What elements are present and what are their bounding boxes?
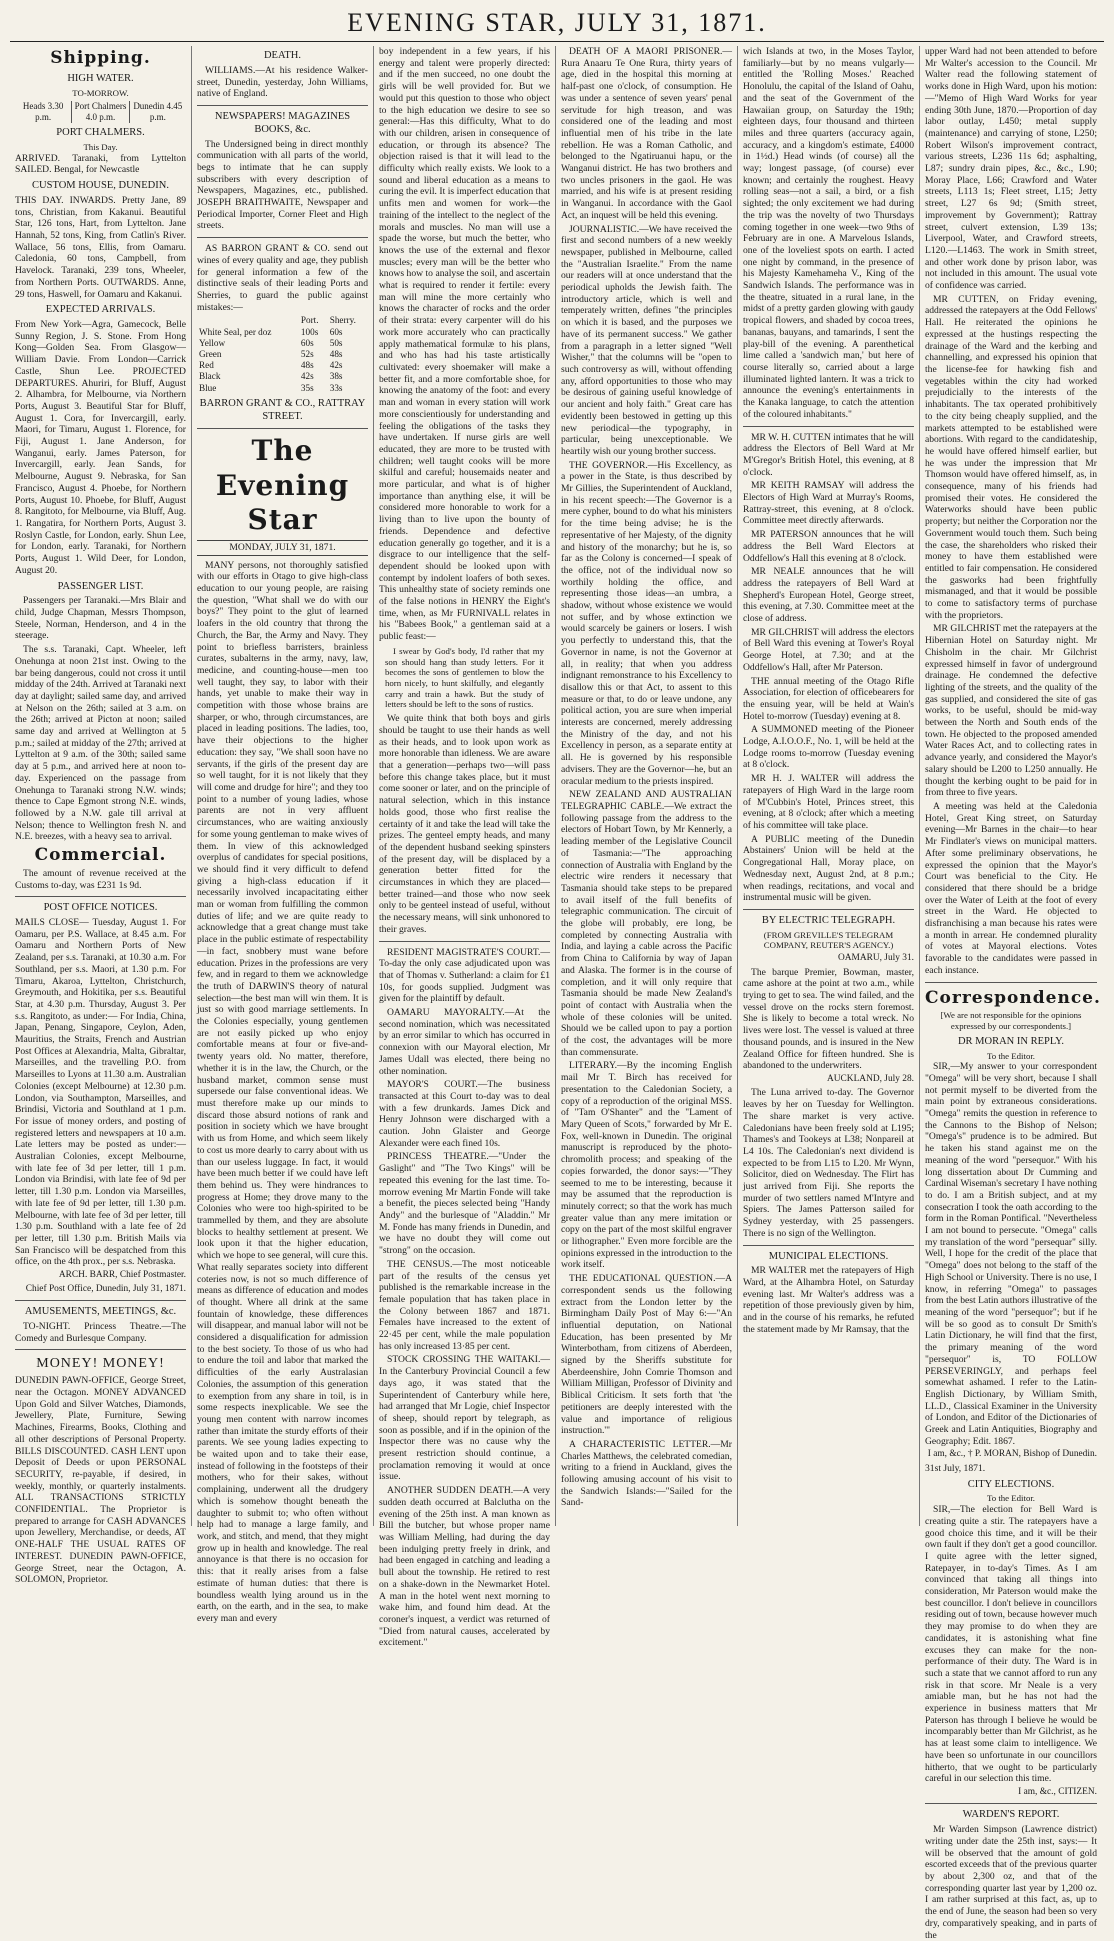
table-cell: 100s bbox=[300, 326, 319, 337]
post-office-date: Chief Post Office, Dunedin, July 31, 1871. bbox=[25, 1283, 186, 1294]
divider bbox=[925, 1803, 1097, 1804]
divider bbox=[743, 909, 914, 910]
high-water-heading: HIGH WATER. bbox=[67, 72, 134, 84]
section-title-commercial: Commercial. bbox=[34, 845, 167, 866]
post-office-heading: POST OFFICE NOTICES. bbox=[43, 902, 158, 914]
municipal-elections-heading: MUNICIPAL ELECTIONS. bbox=[768, 1250, 889, 1262]
date-line: MONDAY, JULY 31, 1871. bbox=[197, 540, 368, 556]
table-cell: Blue bbox=[199, 382, 217, 393]
table-cell: Black bbox=[199, 371, 221, 382]
divider bbox=[15, 1349, 186, 1350]
notice-pioneer-lodge: A SUMMONED meeting of the Pioneer Lodge, A.I.O.O.F., No. 1, will be held at the Lodge rooms to-morrow (Tuesday evening at 8 o'clock. bbox=[743, 724, 914, 771]
municipal-elections-text: MR WALTER met the ratepayers of High Ward, at the Alhambra Hotel, on Saturday evening last. Mr Walter's address was a repetition of those previously given by him, and in the course of his remarks, he refuted the statement made by Mr Ramsay, that the bbox=[743, 1265, 914, 1335]
table-cell: 35s bbox=[300, 382, 314, 393]
divider bbox=[197, 105, 368, 106]
table-cell: Green bbox=[199, 349, 222, 359]
money-ad-title: MONEY! MONEY! bbox=[36, 1356, 165, 1372]
section-title-shipping: Shipping. bbox=[50, 48, 151, 68]
column-1 bbox=[10, 46, 192, 1586]
news-item-governor: THE GOVERNOR.—His Excellency, as a power in the State, is thus described by Mr Gillies, the Superintendent of Auckland, in his recent speech:—The Governor is a mere cypher, bound to do what his ministers for the time being advise; he is the representative of her Majesty, of the dignity and history of the monarchy; but he is, so far as the Colony is concerned—I speak of the office, not of the individual now so worthily holding the office, and representing those ideas—an umbra, a shadow, without whose existence we would not suffer, and by whose extinction we would scarcely be gainers or losers. I wish you perfectly to understand this, that the Governor in name, is not the Governor at all, in reality; that when you address indignant remonstrance to his Excellency to disallow this or that Act, to assent to this measure or that, to do or leave undone, any political action, you are sure when imperial interests are concerned, merely addressing the Ministry of the day, and not his Excellency in person, as a separate entity at all. He is governed by his responsible advisers. They are the Governor—he, but an oracular medium to the priests inspired. bbox=[561, 459, 732, 787]
table-row bbox=[197, 371, 368, 382]
municipal-gilchrist: MR GILCHRIST met the ratepayers at the Hibernian Hotel on Saturday night. Mr Chisholm in the chair. Mr Gilchrist expressed himself in favor of underground drainage. He condemned the defective lighting of the streets, and the quality of the gas supplied, and considered the site of gas works, to be useful, should be mid-way between the North and South ends of the town. He objected to the proposed amended Water Races Act, and to collecting rates in advance yearly, and considered the Mayor's salary should be L200 to L250 annually. He thought the kerbing ought to be paid for in from three to five years. bbox=[925, 623, 1097, 799]
table-cell: 38s bbox=[329, 371, 343, 382]
tide-port-chalmers: Port Chalmers 4.0 p.m. bbox=[72, 101, 129, 123]
column-2 bbox=[192, 46, 374, 1624]
divider bbox=[15, 896, 186, 897]
table-cell: 48s bbox=[329, 349, 343, 359]
table-cell: Yellow bbox=[199, 337, 226, 348]
divider bbox=[197, 428, 368, 429]
death-notice: WILLIAMS.—At his residence Walker-street, Dunedin, yesterday, John Williams, native of England. bbox=[197, 64, 368, 100]
table-cell: 42s bbox=[300, 371, 314, 382]
telegraph-heading: BY ELECTRIC TELEGRAPH. bbox=[761, 914, 896, 926]
passenger-list-heading: PASSENGER LIST. bbox=[57, 580, 144, 592]
news-item-sudden-death: ANOTHER SUDDEN DEATH.—A very sudden death occurred at Balclutha on the evening of the 25th inst. A man known as Bill the butcher, but whose proper name was William Melling, had during the day been indulging pretty freely in drink, and had been engaged in catching and leading a bull about the township. He retired to rest on a shake-down in the Newmarket Hotel. A man in the hotel went next morning to wake him, and found him dead. At the coroner's inquest, a verdict was returned of "Died from natural causes, accelerated by excitement." bbox=[379, 1485, 550, 1649]
newspapers-ad-heading: NEWSPAPERS! MAGAZINES BOOKS, &c. bbox=[214, 110, 351, 135]
news-item-educational: THE EDUCATIONAL QUESTION.—A correspondent sends us the following extract from the London letter by the Birmingham Daily Post of May 6:—"An influential deputation, on National Education, has been presented by Mr Winterbotham, from citizens of Aberdeen, signed by the Sheriffs substitute for Aberdeenshire, John Comrie Thomson and William Milligan, Professor of Divinity and Biblical Criticism. It sets forth that 'the petitioners are deeply interested with the value and importance of religious instruction.'" bbox=[561, 1273, 732, 1437]
barron-grant-ad-text: AS BARRON GRANT & CO. send out wines of every quality and age, they publish for general information a few of the distinctive seals of their leading Ports and Sherries, to guard the public against mistakes:— bbox=[197, 243, 368, 313]
moran-letter-signature: I am, &c., † P. MORAN, Bishop of Dunedin. bbox=[927, 1449, 1097, 1460]
divider bbox=[197, 237, 368, 238]
table-cell: 48s bbox=[300, 360, 314, 371]
news-item-census: THE CENSUS.—The most noticeable part of the results of the census yet published is the remarkable increase in the female population that has taken place in the Colony between 1867 and 1871. Females have increased to the extent of 22·45 per cent, while the male population has only increased 13·85 per cent. bbox=[379, 1258, 550, 1352]
passenger-list-text: Passengers per Taranaki.—Mrs Blair and child, Judge Chapman, Messrs Thompson, Steele, Norman, Henderson, and 4 in the steerage. bbox=[15, 595, 186, 642]
table-row bbox=[197, 349, 368, 360]
post-office-signature: ARCH. BARR, Chief Postmaster. bbox=[58, 1270, 186, 1281]
table-cell: 50s bbox=[329, 337, 343, 348]
table-row bbox=[197, 383, 368, 394]
news-item-journalistic: JOURNALISTIC.—We have received the first and second numbers of a new weekly newspaper, published in Melbourne, called the "Australian Israelite." From the name our readers will at once understand that the periodical upholds the Jewish faith. The introductory article, which is well and temperately written, defines "the principles on which it is based, and the purposes we have of its permanent success." We gather from a paragraph in a letter signed "Well Wisher," that the columns will be "open to such controversy as will, without offending any, afford opportunities to those who may be desirous of gaining useful knowledge of our ancient and holy faith." Great care has evidently been bestowed in getting up this new periodical—the typography, in particular, being unexceptionable. We heartily wish our young brother success. bbox=[561, 223, 732, 457]
divider bbox=[925, 982, 1097, 983]
death-heading: DEATH. bbox=[263, 50, 302, 61]
to-morrow-label: TO-MORROW. bbox=[72, 87, 129, 98]
commercial-text: The amount of revenue received at the Customs to-day, was £231 1s 9d. bbox=[15, 867, 186, 891]
notice-walter: MR H. J. WALTER will address the ratepayers of High Ward in the large room of M'Cubbin's Hotel, Princes street, this evening, at 8 o'clock; after which a meeting of his committee will take place. bbox=[743, 773, 914, 831]
column-6 bbox=[920, 46, 1102, 1941]
wine-price-table bbox=[197, 315, 368, 394]
news-item-resident-magistrate: RESIDENT MAGISTRATE'S COURT.—To-day the only case adjudicated upon was that of Thomas v. Sutherland: a claim for £1 10s, for goods supplied. Judgment was given for the plaintiff by default. bbox=[379, 946, 550, 1005]
table-cell: White Seal, per doz bbox=[199, 326, 272, 337]
wardens-report-heading: WARDEN'S REPORT. bbox=[962, 1809, 1060, 1821]
city-elections-addressee: To the Editor. bbox=[986, 1493, 1035, 1504]
table-cell: 33s bbox=[329, 382, 343, 393]
amusements-text: TO-NIGHT. Princess Theatre.—The Comedy and Burlesque Company. bbox=[15, 1320, 186, 1344]
table-header-cell: Sherry. bbox=[329, 315, 356, 326]
tide-heads: Heads 3.30 p.m. bbox=[15, 101, 72, 123]
leader-quote: I swear by God's body, I'd rather that my son should hang than study letters. For it becomes the sons of gentlemen to blow the horn nicely, to hunt skilfully, and elegantly carry and train a hawk. But the study of letters should be left to the sons of rustics. bbox=[385, 645, 544, 710]
taranaki-report: The s.s. Taranaki, Capt. Wheeler, left Onehunga at noon 21st inst. Owing to the bar being dangerous, could not cross it until midday of the 24th. Arrived at Taranaki next day at daylight; sailed same day, and arrived at Nelson on the 26th; sailed at 3 a.m. on the 26th; arrived at Picton at noon; sailed same day and arrived at Wellington at 5 p.m.; sailed at midday of the 27th; arrived at Lyttelton at 9 a.m. of the 30th; sailed same day at 5 p.m., and arrived here at noon to-day. Experienced on the passage from Onehunga to Taranaki strong N.W. winds; thence to Cape Egmont strong N.E. winds, followed by a N.W. gale till arrival at Nelson; thence to Wellington fresh N. and N.E. breezes, with a heavy sea to arrival. bbox=[15, 644, 186, 843]
table-cell: 42s bbox=[329, 360, 343, 371]
arrived-sailed-text: ARRIVED. Taranaki, from Lyttelton SAILED. Bengal, for Newcastle bbox=[15, 152, 186, 176]
column-4 bbox=[556, 46, 738, 1526]
tide-dunedin: Dunedin 4.45 p.m. bbox=[133, 101, 183, 123]
column-3 bbox=[374, 46, 556, 1649]
table-row bbox=[197, 360, 368, 371]
table-cell: 60s bbox=[329, 326, 343, 337]
divider bbox=[15, 1300, 186, 1301]
notice-rifle-association: THE annual meeting of the Otago Rifle Association, for election of officebearers for the ensuing year, will be held at Wain's Hotel to-morrow (Tuesday) evening at 8. bbox=[743, 675, 914, 722]
barron-grant-signature: BARRON GRANT & CO., RATTRAY STREET. bbox=[199, 397, 366, 422]
column-5 bbox=[738, 46, 920, 1526]
table-cell: 52s bbox=[300, 349, 314, 359]
notice-gilchrist: MR GILCHRIST will address the electors of Bell Ward this evening at Tower's Royal George Hotel, at 7.30; and at the Oddfellow's Hall, after Mr Paterson. bbox=[743, 626, 914, 673]
telegraph-oamaru-date: OAMARU, July 31. bbox=[837, 953, 914, 964]
news-item-mayors-court: MAYOR'S COURT.—The business transacted at this Court to-day was to deal with a few drunkards. James Dick and Henry Johnson were discharged with a caution. John Glaister and George Alexander were each fined 10s. bbox=[379, 1079, 550, 1149]
moran-letter-heading: DR MORAN IN REPLY. bbox=[957, 1035, 1065, 1047]
table-header-cell: Port. bbox=[300, 315, 319, 326]
notice-paterson: MR PATERSON announces that he will address the Bell Ward Electors at Oddfellow's Hall this evening at 8 o'clock. bbox=[743, 529, 914, 564]
moran-letter-text: SIR,—My answer to your correspondent "Omega" will be very short, because I shall not permit myself to be diverted from the main point by extraneous considerations. "Omega" remits the question in reference to the Cannons to the Bishop of Nelson; "Omega's" prudence is to be admired. But he taken his stand against me on the meaning of the word "persequor." With his long dissertation about Dr Cumming and Cardinal Wiseman's secretary I have nothing to do. I am a British subject, and at my consecration I took the oath according to the form in the Roman Pontifical. "Nevertheless I am not bound to persecute. "Omega" calls my translation of the word "persequar" silly. Well, I hope for the credit of the place that "Omega" does not belong to the staff of the High School or University. There is no use, I know, in referring "Omega" to passages from the best Latin authors illustrative of the meaning of the word "persequor"; but if he will be so good as to consult Dr Smith's Latin Dictionary, he will find that the first, the primary meaning of the word "persequor" is, TO FOLLOW PERSEVERINGLY, and perhaps feel somewhat ashamed. I refer to the Latin-English Dictionary, by William Smith, LL.D., Classical Examiner in the University of London, and Editor of the Dictionaries of Greek and Latin Antiquities, Biography and Geography; Edit. 1867. bbox=[925, 1061, 1097, 1447]
notice-neale: MR NEALE announces that he will address the ratepayers of Bell Ward at Shepherd's European Hotel, George street, this evening, at 7.30. Committee meet at the close of address. bbox=[743, 566, 914, 625]
news-item-princess-theatre: PRINCESS THEATRE.—"Under the Gaslight" and "The Two Kings" will be repeated this evening for the last time. To-morrow evening Mr Martin Fonde will take a benefit, the pieces selected being "Handy Andy" and the burlesque of "Aladdin." Mr M. Fonde has many friends in Dunedin, and we have no doubt they will come out "strong" on the occasion. bbox=[379, 1151, 550, 1257]
port-chalmers-heading: PORT CHALMERS. bbox=[56, 127, 145, 139]
news-item-stock-crossing: STOCK CROSSING THE WAITAKI.—In the Canterbury Provincial Council a few days ago, it was stated that the Superintendent of Canterbury while here, had arranged that Mr Logie, chief Inspector of sheep, should report by telegraph, as soon as possible, and if in the opinion of the Inspector there was no cause why the present restriction should continue, a proclamation removing it would at once issue. bbox=[379, 1354, 550, 1483]
municipal-elections-continued: upper Ward had not been attended to before Mr Walter's accession to the Council. Mr Walter read the following statement of works done in High Ward, upon his motion:—"Memo of High Ward Works for year ending 30th June, 1870.—Proportion of day labor outlay, L450; metal supply (maintenance) and carrying of stone, L250; Robert Wilson's improvement contract, various streets, L236 11s 6d; asphalting, L87; sundry drain pipes, &c., &c., L90; Moray Place, L66; Crawford and Water streets, L113 1s; Fleet street, L15; Jetty street, L27 6s 9d; (Smith street, improvement by Government); Rattray street, culvert extension, L39 13s; Liverpool, Water, and Crawford streets, L120.—L1463. The work in Smith street, and other work done by prison labor, was not included in this amount. The usual vote of confidence was carried. bbox=[925, 46, 1097, 292]
notice-cutten: MR W. H. CUTTEN intimates that he will address the Electors of Bell Ward at Mr M'Gregor's British Hotel, this evening, at 8 o'clock. bbox=[743, 431, 914, 478]
this-day-label: This Day. bbox=[83, 141, 118, 152]
notice-ramsay: MR KEITH RAMSAY will address the Electors of High Ward at Murray's Rooms, Rattray-street, this evening, at 8 o'clock. Committee meet directly afterwards. bbox=[743, 480, 914, 527]
moran-letter-addressee: To the Editor. bbox=[986, 1050, 1035, 1061]
municipal-caledonia-meeting: A meeting was held at the Caledonia Hotel, Great King street, on Saturday evening—Mr Barnes in the chair—to hear Mr Findlater's views on municipal matters. After some preliminary observations, he expressed the opinion that the Mayor's Court was beneficial to the City. He considered that there should be a bridge over the Water of Leith at the foot of every street in the Ward. He objected to disfranchising a man because his rates were a month in arrear. He condemned plurality of votes at Mayoral elections. Votes favorable to the candidates were passed in each instance. bbox=[925, 801, 1097, 976]
table-header-row bbox=[197, 315, 368, 326]
newspapers-ad-text: The Undersigned being in direct monthly communication with all parts of the world, begs to intimate that he can supply subscribers with every description of Newspapers, Magazines, etc., published. JOSEPH BRAITHWAITE, Newspaper and Periodical Importer, Corner Fleet and High streets. bbox=[197, 138, 368, 232]
notice-abstainers-union: A PUBLIC meeting of the Dunedin Abstainers' Union will be held at the Congregational Hall, Moray place, on Wednesday next, August 2nd, at 8 p.m.; when readings, recitations, and vocal and instrumental music will be given. bbox=[743, 833, 914, 904]
divider bbox=[743, 1245, 914, 1246]
section-title-correspondence: Correspondence. bbox=[925, 987, 1101, 1008]
city-elections-signature: I am, &c., CITIZEN. bbox=[1018, 1787, 1097, 1797]
telegraph-oamaru: The barque Premier, Bowman, master, came ashore at the point at two a.m., while trying to get to sea. The wind failed, and the vessel drove on the rocks stern foremost. She is likely to become a total wreck. No lives were lost. The vessel is valued at three thousand pounds, and is insured in the New Zealand Office for fifteen hundred. She is abandoned to the underwriters. bbox=[743, 966, 914, 1072]
masthead: EVENING STAR, JULY 31, 1871. bbox=[10, 8, 1104, 42]
table-header-cell bbox=[197, 315, 299, 326]
correspondence-disclaimer: [We are not responsible for the opinions expressed by our correspondents.] bbox=[940, 1010, 1082, 1031]
custom-house-heading: CUSTOM HOUSE, DUNEDIN. bbox=[32, 180, 169, 192]
custom-house-text: THIS DAY. INWARDS. Pretty Jane, 89 tons, Christian, from Kakanui. Beautiful Star, 126 tons, Hart, from Lyttelton. Jane Hannah, 52 tons, King, from Catlin's River. Wallace, 56 tons, Ellis, from Oamaru. Caledonia, 60 tons, Campbell, from Havelock. Taranaki, 239 tons, Wheeler, from Northern Ports. OUTWARDS. Anne, 29 tons, Haswell, for Oamaru and Kakanui. bbox=[15, 194, 186, 300]
columns bbox=[10, 46, 1104, 1941]
divider bbox=[743, 426, 914, 427]
news-item-oamaru-mayoralty: OAMARU MAYORALTY.—At the second nomination, which was necessitated by an error similar to which has occurred in connexion with our Mayoral election, Mr James Udall was elected, there being no other nomination. bbox=[379, 1007, 550, 1077]
wardens-report-text: Mr Warden Simpson (Lawrence district) writing under date the 25th inst, says:— It will be observed that the amount of gold escorted exceeds that of the previous quarter by about 2,300 oz, and that of the corresponding quarter last year by 1,200 oz. I am rather surprised at this fact, as, up to the end of June, the season had been so very dry, comparatively speaking, and in parts of the bbox=[925, 1824, 1097, 1941]
leader-article-conclusion: We quite think that both boys and girls should be taught to use their hands as well as their heads, and to look upon work as more honorable than idleness. We are aware that a generation—perhaps two—will pass before this change takes place, but it must come sooner or later, and on the principle of natural selection, which in this instance holds good, those who first realise the certainty of it and take the lead will take the prizes. The genteel empty heads, and many of the dependent husband seeking spinsters of the present day, will be displaced by a generation better fitted for the circumstances in which they are placed—better trained—and those who now seek only to be genteel instead of useful, without the necessary means, will sink unhonored to their graves. bbox=[379, 713, 550, 935]
table-cell: 60s bbox=[300, 337, 314, 348]
sandwich-islands-continued: wich Islands at two, in the Moses Taylor, familiarly—but by no means vulgarly—entitled the 'Rolling Moses.' Reached Honolulu, the capital of the Island of Oahu, and the seat of the Government of the Hawaiian group, on Saturday the 19th; eighteen days, four thousand and thirteen miles and three quarters (accuracy again, accuracy, and a kingdom's estimate, £4000 in 1½d.) Head winds (of course) all the way; longest passage, (of course) ever known; and certainly the roughest. Heavy rolling seas—not a sail, a bird, or a fish sighted; the only excitement we had during the trip was the novelty of two Thursdays coming together in one week—two 9ths of February are in one. A Marvelous Islands, one of the loveliest spots on earth. I acted one night by command, in the presence of his Majesty Kamehameha V., King of the Sandwich Islands. The performance was in the theatre, situated in a rural lane, in the midst of a pretty garden glowing with gaudy tropical flowers, and shaded by cocoa trees, bananas, bauyans, and tamarinds, I sent the play-bill of the evening. A parenthetical lime called a 'sandwich man,' but here of course literally so, carried about a large illuminated lighted lantern. It was a trick to announce the evening's entertainments in the Kanaka language, to catch the attention of the coloured inhabitants." bbox=[743, 46, 914, 420]
tide-table bbox=[15, 101, 186, 123]
municipal-cutten: MR CUTTEN, on Friday evening, addressed the ratepayers at the Odd Fellows' Hall. He reiterated the opinions he expressed at the hustings respecting the drainage of the Ward and the kerbing and channelling, and expressed his opinion that the license-fee for hawking fish and vegetables within the city had worked prejudicially to the interests of the inhabitants. The tax operated prohibitively to the city being cheaply supplied, and the markets attempted to be established were abortions. With regard to the candidateship, he would have offered himself earlier, but he was under the impression that Mr Thomson would have offered himself, as, in consequence, many of his friends had promised their votes. He considered the Waterworks should have been public property; but neither the Corporation nor the Government would touch them. Such being the case, the shareholders who risked their money to have them established were entitled to fair compensation. He considered the gasworks had been frightfully mismanaged, and that it would be possible to come to satisfactory terms of purchase with the proprietors. bbox=[925, 293, 1097, 621]
expected-arrivals-heading: EXPECTED ARRIVALS. bbox=[45, 304, 156, 316]
paper-title: The Evening Star bbox=[215, 434, 350, 536]
expected-arrivals-text: From New York—Agra, Gamecock, Belle Sunny Region, J. S. Stone. From Hong Kong—Golden Sea. From Glasgow—William Davie. From London—Carrick Castle, Shun Lee. PROJECTED DEPARTURES. Ahuriri, for Bluff, August 2. Alhambra, for Melbourne, via Northern Ports, August 3. Beautiful Star for Bluff, August 1. Cora, for Invercargill, early. Maori, for Timaru, August 1. Florence, for Fiji, August 1. Jane Anderson, for Wanganui, early. James Paterson, for Invercargill, early. Jean Sands, for Melbourne, August 9. Nebraska, for San Francisco, August 4. Phoebe, for Northern Ports, August 10. Phoebe, for Bluff, August 8. Rangitoto, for Melbourne, via Bluff, Aug. 1. Rangatira, for Northern Ports, August 3. Roslyn Castle, for London, early. Shun Lee, for London, early. Taranaki, for Northern Ports, August 1. Wild Deer, for London, August 20. bbox=[15, 319, 186, 576]
money-ad-text: DUNEDIN PAWN-OFFICE, George Street, near the Octagon. MONEY ADVANCED Upon Gold and Silver Watches, Diamonds, Jewellery, Plate, Furniture, Sewing Machines, Firearms, Books, Clothing and all other descriptions of Personal Property. BILLS DISCOUNTED. CASH LENT upon Deposit of Deeds or upon PERSONAL SECURITY, re-payable, if desired, in weekly, monthly, or quarterly instalments. ALL TRANSACTIONS STRICTLY CONFIDENTIAL. The Proprietor is prepared to arrange for CASH ADVANCES upon Jewellery, Merchandise, or deeds, AT ONE-HALF THE USUAL RATES OF INTEREST. DUNEDIN PAWN-OFFICE, George Street, near the Octagon, A. SOLOMON, Proprietor. bbox=[15, 1375, 186, 1586]
news-item-literary: LITERARY.—By the incoming English mail Mr T. Birch has received for presentation to the Caledonian Society, a copy of a reproduction of the original MSS. of "Tam O'Shanter" and the "Lament of Mary Queen of Scots," forwarded by Mr E. Fox, well-known in Dunedin. The original manuscript is reproduced by the photo-chromolith process; and speaking of the copies forwarded, the donor says:—"They seemed to me to be interesting, because it may be assumed that the reproduction is minutely correct; so that the work has much greater value than any mere imitation or copy on the part of the most skilful engraver or lithographer." Even more forcible are the opinions expressed in the introduction to the work itself. bbox=[561, 1060, 732, 1271]
moran-letter-date: 31st July, 1871. bbox=[925, 1462, 986, 1474]
divider bbox=[379, 941, 550, 942]
table-cell: Red bbox=[199, 360, 214, 371]
news-item-characteristic-letter: A CHARACTERISTIC LETTER.—Mr Charles Matthews, the celebrated comedian, writing to a friend in Auckland, gives the following amusing account of his visit to the Sandwich Islands:—"Sailed for the Sand- bbox=[561, 1438, 732, 1509]
table-row bbox=[197, 338, 368, 349]
telegraph-auckland: The Luna arrived to-day. The Governor leaves by her on Tuesday for Wellington. The share market is very active. Caledonians have been freely sold at L195; Thames's and Tookeys at L38; Nonpareil at L4 10s. The Caledonian's next dividend is expected to be from L15 to L20. Mr Wynn, Solicitor, died on Wednesday. The Flirt has just arrived from Fiji. She reports the murder of two settlers named M'Intyre and Spiers. The James Patterson sailed for Sydney yesterday, with 25 passengers. There is no sign of the Wellington. bbox=[743, 1087, 914, 1239]
post-office-text: MAILS CLOSE— Tuesday, August 1. For Oamaru, per P.S. Wallace, at 8.45 a.m. For Oamaru and Northern Ports of New Zealand, per s.s. Taranaki, at 10.30 a.m. For Southland, per s.s. Maori, at 1.30 p.m. For Timaru, Akaroa, Lyttelton, Christchurch, Greymouth, and Hokitika, per s.s. Beautiful Star, at 4.30 p.m. Thursday, August 3. Per s.s. Rangitoto, as under:— For India, China, Japan, Penang, Singapore, Ceylon, Aden, Mauritius, the Straits, French and Austrian Post Offices at Alexandria, Malta, Gibraltar, Marseilles, and the travelling P.O. from Marseilles to Lyons at 11.30 a.m. Australian Colonies (except Melbourne) at 12.30 p.m. London, via Southampton, Marseilles, and Brindisi, Victoria and Southland at 1 p.m. For issue of money orders, and posting of registered letters and newspapers at 10 a.m. Late letters may be posted as under:— Australian Colonies, except Melbourne, with late fee of 3d per letter, till 1 p.m. London via Brindisi, with late fee of 9d per letter, till 1.30 p.m. London via Marseilles, with late fee of 9d per letter, till 1.30 p.m. Melbourne, with late fee of 3d per letter, till 1.30 p.m. Southland with a late fee of 2d per letter, till 1.30 p.m. British Mails via San Francisco will be despatched from this office, on the 4th prox., per s.s. Nebraska. bbox=[15, 917, 186, 1268]
table-row bbox=[197, 327, 368, 338]
telegraph-source: (FROM GREVILLE'S TELEGRAM COMPANY, REUTER'S AGENCY.) bbox=[763, 929, 894, 951]
news-item-maori-prisoner: DEATH OF A MAORI PRISONER.—Rura Anaaru Te One Rura, thirty years of age, died in the hospital this morning at half-past one o'clock, of consumption. He was under a sentence of seven years' penal servitude for high treason, and was considered one of the leading and most influential men of his tribe in the late rebellion. He was a Roman Catholic, and belonged to the Ngatiruanui hapu, or the Wanganui district. He has two brothers and two uncles prisoners in the gaol. He was married, and his wife is at present residing in Wanganui. In accordance with the Gaol Act, an inquest will be held this evening. bbox=[561, 46, 732, 221]
city-elections-heading: CITY ELECTIONS. bbox=[967, 1478, 1055, 1490]
leader-article-continued: boy independent in a few years, if his energy and talent were properly directed: and if the men succeed, no one doubt the girls will be well provided for. But we would put this question to those who object to the high education we desire to see so general:—Has this difficulty, What to do with our children, arisen in consequence of education, or through its absence? The objection raised is that it will lead to the difficulty which really exists. We look to a sound and liberal education as a means to curing the evil. It is imperfect education that unfits men and women for work—the training of the intellect to the neglect of the morals and muscles. No man will use a spade the worse, but much the better, who knows the use of the external and flexor muscles; every man will be the better who knows how to analyse the soil, and ascertain what is required to render it fertile: every man will mine the more certainly who knows the character of rocks and the order of their strata: every carpenter will do his work more accurately who can practically apply mathematical formulæ to his plans, and who has had his taste artistically cultivated: every shoemaker will make a better fit, and a more comfortable shoe, for knowing the anatomy of the foot: and every man and woman in every station will work more conscientiously for understanding and feeling the obligations of the tasks they have undertaken. If nurse girls are well educated, they are more to be trusted with children; well taught cooks will be more skilful and careful; housemaids neater and more particular, and what is of higher importance than anything else, it will be considered more honorable to work for a living than to live upon the bounty of friends. Dependence and defective education generally go together, and it is a disgrace to our intelligence that the self-dependent should be looked upon with contempt by indolent loafers of both sexes. This unhealthy state of society reminds one of the false notions in HENRY the Eight's time, when, as Mr FURNIVALL relates in his "Babees Book," a gentleman said at a public feast:— bbox=[379, 46, 550, 643]
amusements-heading: AMUSEMENTS, MEETINGS, &c. bbox=[24, 1306, 177, 1318]
telegraph-auckland-date: AUCKLAND, July 28. bbox=[827, 1073, 914, 1084]
leader-article: MANY persons, not thoroughly satisfied with our efforts in Otago to give high-class education to our young people, are raising the question, "What shall we do with our boys?" They point to the glut of learned loafers in the old country that throng the Church, the Bar, the Army and Navy. They point to briefless barristers, brainless curates, subalterns in the army, navy, law, medicine, and counting-house—men too well taught, they say, to labor with their hands, yet unable to make their way in competition with those whose brains are sharper, or who, through circumstances, are placed in leading positions. The ladies, too, have their objections to the higher education: they say, "We shall soon have no servants, if the girls of the present day are so well taught, for it is not likely that they will come and drudge for hire"; and they too point to a number of young ladies, whose parents are not in very affluent circumstances, who are waiting anxiously for some young gentleman to make wives of them. In view of this acknowledged overplus of candidates for special positions, we should find it very difficult to defend giving a high-class education if it necessarily involved incapacitating either man or woman from fulfilling the common duties of life; and we are quite ready to acknowledge that a great change must take place in the public estimate of respectability—in fact, snobbery must wane before education. Prizes in the professions are very few, and in regard to them we acknowledge the truth of DARWIN'S theory of natural selection—the best man will win them. It is just so with good marriage settlements. In the Colonies especially, young gentlemen are not easily picked up who enjoy comfortable means at four or five-and-twenty years old. No matter, therefore, whether it is in the law, the Church, or the husband market, common sense must supersede our false conventional ideas. We must therefore make up our minds to discard those absurd notions of rank and position in society which we have brought with us from Home, and which seem likely to cost us more dearly to carry about with us than our useless luggage. In fact, it would have been much better if we could have left them behind us. They were hindrances to progress at Home; they drove many to the Colonies who were too high-spirited to be trammelled by them, and they are absolute blocks to healthy settlement at present. We look upon it that the higher education, which we hope to see general, will cure this. What really separates society into different coteries now, is not so much difference of means as difference of education and modes of thought. Where all drink at the same fountain of knowledge, these differences will disappear, and manual labor will not be considered a disqualification for admission to the best society. To those of us who had to endure the toil and labor that marked the difficulties of the early Australasian Colonies, the assumption of this generation to exemption from any share in toil, is in some respects inexplicable. We see the young men content with narrow incomes rather than imitate the sturdy efforts of their parents. We see young ladies expecting to be waited upon and to take their ease, instead of following in the footsteps of their mothers, who for their sakes, without complaining, underwent all the drudgery which is somehow thought beneath the daughter to submit to; who often without help had to manage a large family, and work, and stitch, and mend, that they might grow up in health and knowledge. The real annoyance is that there is no occasion for this: that it really arises from a false estimate of human duties: that there is boundless wealth lying around us in the earth, on the earth, and in the sea, to make every man and every bbox=[197, 559, 368, 1624]
news-item-telegraph-cable: NEW ZEALAND AND AUSTRALIAN TELEGRAPHIC CABLE.—We extract the following passage from the address to the electors of Hobart Town, by Mr Kennerly, a leading member of the Legislative Council of Tasmania:—"The approaching connection of Australia with England by the electric wire renders it necessary that Tasmania should take steps to be prepared to avail itself of the full benefits of telegraphic communication. The circuit of the globe will probably, ere long, be completed by connecting Australia with India, and laying a cable across the Pacific from China to California by way of Japan and Alaska. The former is in the course of completion, and it will only require that Tasmania should be made New Zealand's point of contact with Australia when the whole of these colonies will be united. Should we be called upon to pay a portion of the cost, the advantages will be more than commensurate. bbox=[561, 789, 732, 1058]
city-elections-text: SIR,—The election for Bell Ward is creating quite a stir. The ratepayers have a good choice this time, and it will be their own fault if they don't get a good councillor. I quite agree with the letter signed, Ratepayer, in to-day's Times. As I am convinced that taking all things into consideration, Mr Paterson would make the best councillor. I don't believe in councillors residing out of town, because however much they may promise to do when they are candidates, it is astonishing what fine excuses they can make for the non-performance of their duty. The Ward is in such a state that we cannot afford to run any risk in that score. Mr Neale is a very amiable man, but he has not had the experience in business matters that Mr Paterson has through I believe he would be incomparably better than Mr Gilchrist, as he has at least some claim to intelligence. We have been so unfortunate in our councillors hitherto, that we ought to be particularly careful in our selection this time. bbox=[925, 1504, 1097, 1785]
